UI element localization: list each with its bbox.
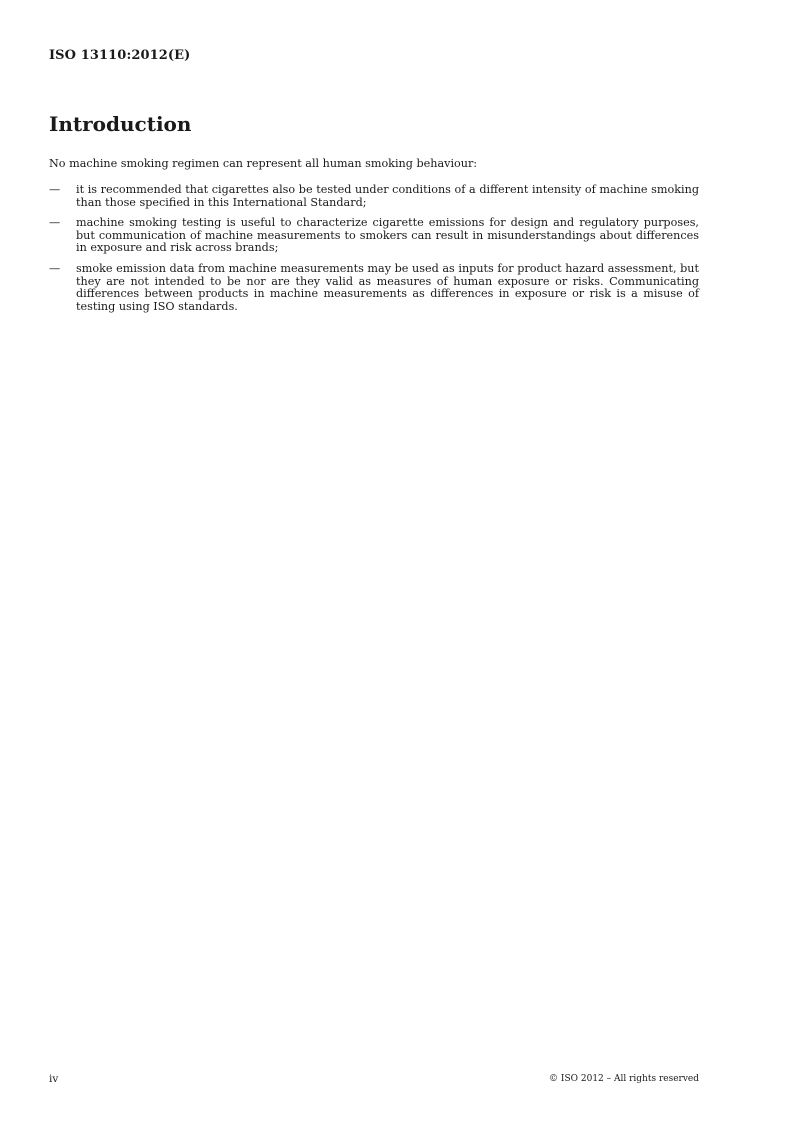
intro-paragraph: No machine smoking regimen can represent all human smoking behaviour: <box>49 157 478 170</box>
list-item <box>49 263 699 313</box>
list-item <box>49 184 699 209</box>
dash-marker: — <box>49 216 61 230</box>
list-item-text: smoke emission data from machine measurements may be used as inputs for product hazard assessment, but they are not intended to be nor are they valid as measures of human exposure or risks. Communicating differences between products in machine measurements as differences in exposure or risk is a misuse of testing using ISO standards. <box>76 261 699 313</box>
list-item <box>49 217 699 255</box>
dash-marker: — <box>49 261 61 275</box>
page-number: iv <box>49 1073 59 1085</box>
document-identifier: ISO 13110:2012(E) <box>49 48 191 63</box>
dash-marker: — <box>49 183 61 196</box>
list-item-text: it is recommended that cigarettes also be tested under conditions of a different intensity of machine smoking than those specified in this International Standard; <box>76 183 699 209</box>
section-title: Introduction <box>49 112 192 136</box>
list-item-text: machine smoking testing is useful to characterize cigarette emissions for design and regulatory purposes, but communication of machine measurements to smokers can result in misunderstandings about differences in exposure and risk across brands; <box>76 216 699 255</box>
bullet-list <box>49 184 699 321</box>
copyright-notice: © ISO 2012 – All rights reserved <box>549 1074 699 1084</box>
